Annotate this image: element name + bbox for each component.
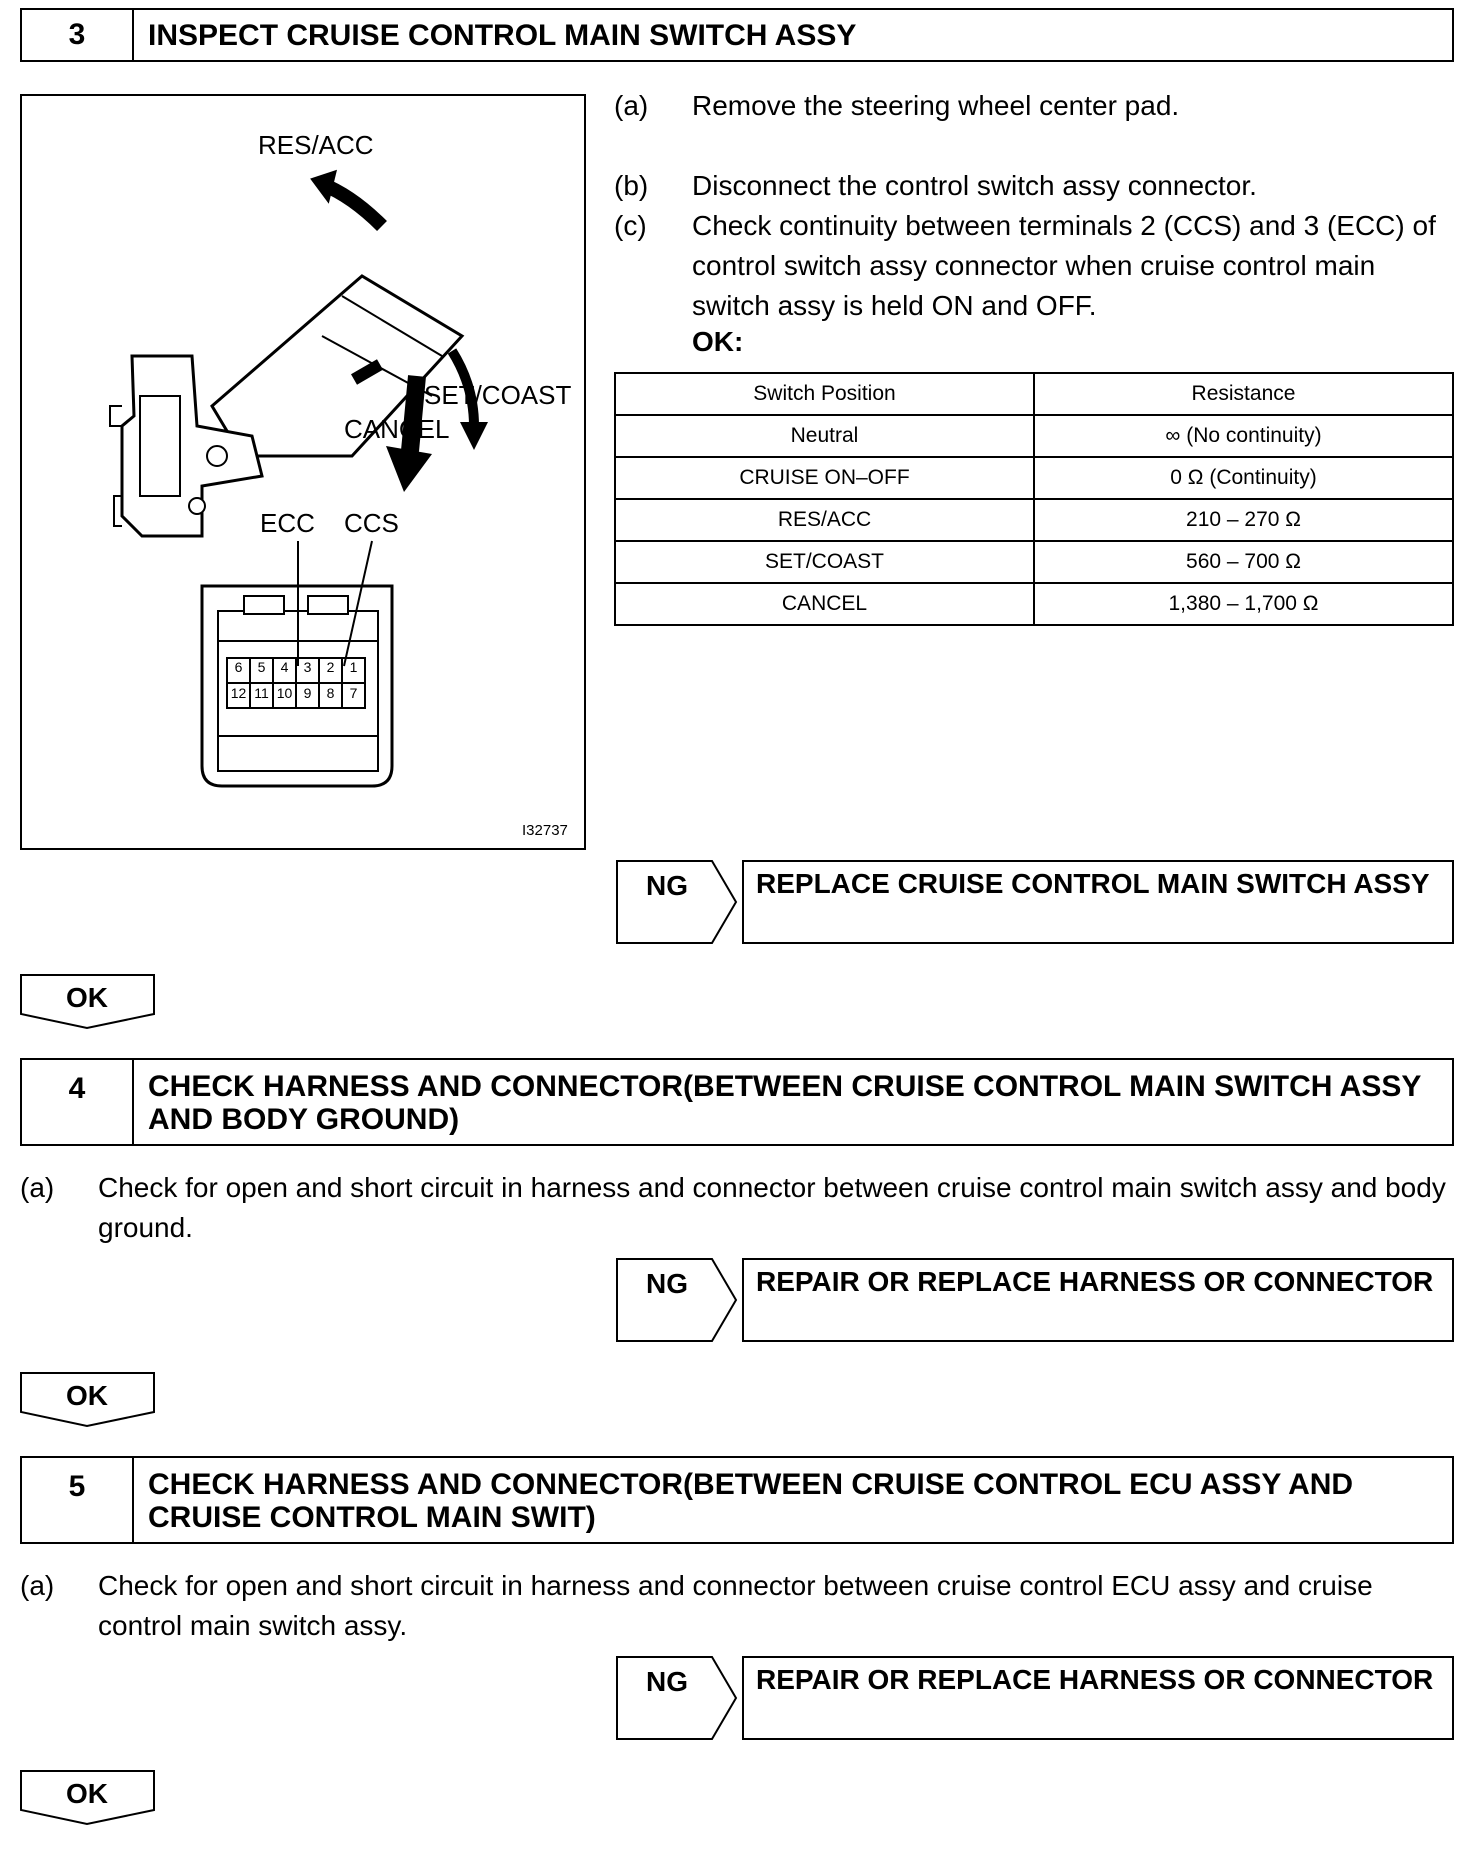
ok-heading: OK: <box>692 326 744 357</box>
pin-label: 3 <box>303 659 312 675</box>
column-header: Switch Position <box>615 373 1034 415</box>
ok-label: OK <box>66 1778 108 1809</box>
table-row <box>615 499 1453 541</box>
pins-top-row <box>227 659 365 675</box>
pin-label: 12 <box>230 685 247 701</box>
step-title: CHECK HARNESS AND CONNECTOR(BETWEEN CRUISE CONTROL ECU ASSY AND CRUISE CONTROL MAIN SWIT) <box>148 1468 1354 1534</box>
ecc-label: ECC <box>260 508 315 538</box>
ok-label: OK <box>66 982 108 1013</box>
table-cell: 1,380 – 1,700 Ω <box>1034 583 1453 625</box>
instruction-item <box>614 206 1456 326</box>
instruction-item <box>20 1566 1456 1646</box>
table-cell: SET/COAST <box>615 541 1034 583</box>
pins-bottom-row <box>227 685 365 701</box>
ok-result-step-4 <box>20 1372 158 1428</box>
set-coast-label: SET/COAST <box>424 380 572 410</box>
step-number: 4 <box>22 1060 134 1144</box>
table-row <box>615 415 1453 457</box>
ng-label: NG <box>646 1666 688 1697</box>
table-cell: 560 – 700 Ω <box>1034 541 1453 583</box>
ccs-label: CCS <box>344 508 399 538</box>
ok-result-step-3 <box>20 974 158 1030</box>
table-cell: CRUISE ON–OFF <box>615 457 1034 499</box>
table-header-row <box>615 373 1453 415</box>
step-title: INSPECT CRUISE CONTROL MAIN SWITCH ASSY <box>148 19 857 52</box>
cancel-label: CANCEL <box>344 414 450 444</box>
step-4-header <box>20 1058 1454 1146</box>
step-5-header <box>20 1456 1454 1544</box>
table-cell: ∞ (No continuity) <box>1034 415 1453 457</box>
table-row <box>615 583 1453 625</box>
item-text: Check for open and short circuit in harness and connector between cruise control main switch assy and body ground. <box>98 1172 1446 1243</box>
item-label: (c) <box>614 210 647 241</box>
table-row <box>615 541 1453 583</box>
ng-label: NG <box>646 870 688 901</box>
pin-label: 11 <box>254 685 269 701</box>
ng-result-step-4 <box>616 1258 1454 1342</box>
pin-label: 2 <box>326 659 335 675</box>
table-cell: RES/ACC <box>615 499 1034 541</box>
resistance-table <box>614 372 1454 626</box>
item-text: Check for open and short circuit in harness and connector between cruise control ECU assy and cruise control main switch assy. <box>98 1570 1373 1641</box>
ng-label: NG <box>646 1268 688 1299</box>
ok-label: OK <box>66 1380 108 1411</box>
ng-action: REPLACE CRUISE CONTROL MAIN SWITCH ASSY <box>742 860 1454 944</box>
figure-id: I32737 <box>522 822 568 839</box>
pin-label: 10 <box>276 685 293 701</box>
step-title: CHECK HARNESS AND CONNECTOR(BETWEEN CRUISE CONTROL MAIN SWITCH ASSY AND BODY GROUND) <box>148 1070 1421 1136</box>
pin-label: 9 <box>303 685 312 701</box>
table-cell: 210 – 270 Ω <box>1034 499 1453 541</box>
pin-label: 7 <box>349 685 358 701</box>
pin-label: 6 <box>234 659 243 675</box>
switch-figure <box>20 94 586 850</box>
item-text: Disconnect the control switch assy connector. <box>692 170 1257 201</box>
step-3-header <box>20 8 1454 62</box>
instruction-item <box>614 86 1456 126</box>
ng-action: REPAIR OR REPLACE HARNESS OR CONNECTOR <box>742 1258 1454 1342</box>
item-text: Check continuity between terminals 2 (CCS) and 3 (ECC) of control switch assy connector when cruise control main switch assy is held ON and OFF. <box>692 210 1436 321</box>
table-row <box>615 457 1453 499</box>
column-header: Resistance <box>1034 373 1453 415</box>
switch-illustration <box>22 96 584 848</box>
item-label: (b) <box>614 170 649 201</box>
table-cell: CANCEL <box>615 583 1034 625</box>
step-number: 5 <box>22 1458 134 1542</box>
table-cell: 0 Ω (Continuity) <box>1034 457 1453 499</box>
ng-result-step-3 <box>616 860 1454 944</box>
ng-action: REPAIR OR REPLACE HARNESS OR CONNECTOR <box>742 1656 1454 1740</box>
pin-label: 4 <box>280 659 289 675</box>
item-text: Remove the steering wheel center pad. <box>692 90 1180 121</box>
item-label: (a) <box>20 1172 55 1203</box>
item-label: (a) <box>20 1570 55 1601</box>
res-acc-label: RES/ACC <box>258 130 374 160</box>
instruction-item <box>614 166 1456 206</box>
ok-result-step-5 <box>20 1770 158 1826</box>
instruction-item <box>20 1168 1456 1248</box>
item-label: (a) <box>614 90 649 121</box>
pin-label: 5 <box>257 659 266 675</box>
table-cell: Neutral <box>615 415 1034 457</box>
step-number: 3 <box>22 10 134 60</box>
ng-result-step-5 <box>616 1656 1454 1740</box>
pin-label: 8 <box>326 685 335 701</box>
pin-label: 1 <box>349 659 358 675</box>
